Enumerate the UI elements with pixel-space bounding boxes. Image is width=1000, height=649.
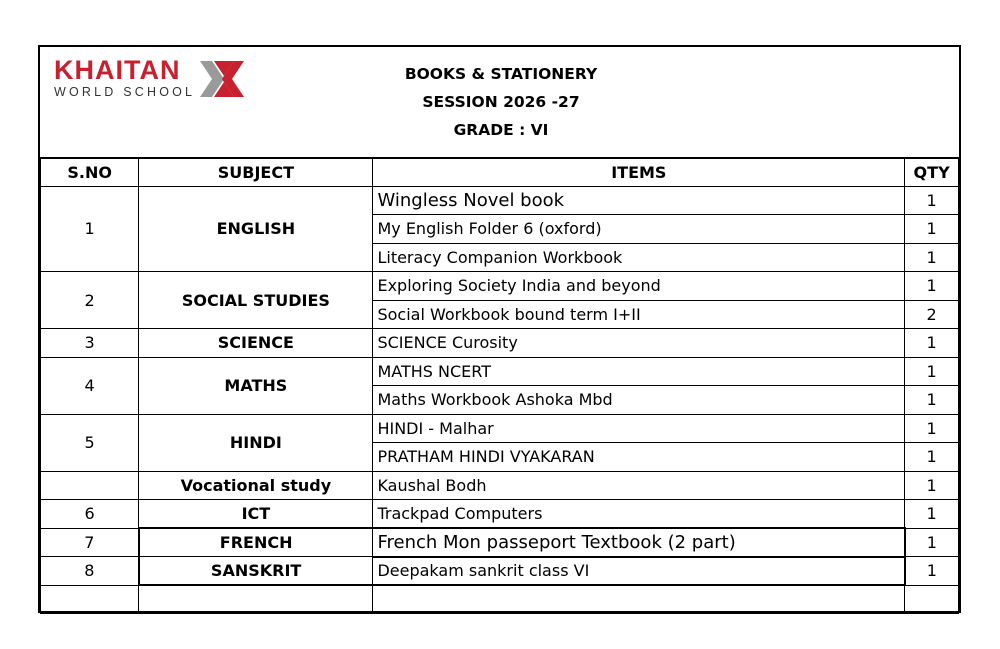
- table-row: [41, 500, 959, 529]
- sno-cell: 3: [41, 329, 139, 358]
- empty-cell: [373, 585, 905, 614]
- qty-cell: 1: [905, 357, 959, 386]
- table-row: [41, 414, 959, 443]
- sno-cell: 7: [41, 528, 139, 557]
- table-row: [41, 272, 959, 301]
- empty-row: [41, 585, 959, 614]
- qty-cell: 1: [905, 528, 959, 557]
- item-cell: Kaushal Bodh: [373, 471, 905, 500]
- qty-cell: 1: [905, 500, 959, 529]
- qty-cell: 1: [905, 414, 959, 443]
- qty-cell: 2: [905, 300, 959, 329]
- table-row: [41, 329, 959, 358]
- grade-label: GRADE : VI: [453, 121, 549, 139]
- item-cell: Literacy Companion Workbook: [373, 243, 905, 272]
- document-title: BOOKS & STATIONERY: [404, 65, 598, 83]
- item-cell: My English Folder 6 (oxford): [373, 215, 905, 244]
- sno-cell: 2: [41, 272, 139, 329]
- item-cell: HINDI - Malhar: [373, 414, 905, 443]
- qty-cell: 1: [905, 329, 959, 358]
- sno-cell: 5: [41, 414, 139, 471]
- subject-cell: Vocational study: [139, 471, 373, 500]
- subject-cell: MATHS: [139, 357, 373, 414]
- sno-cell: 1: [41, 186, 139, 272]
- qty-cell: 1: [905, 243, 959, 272]
- item-cell: Deepakam sankrit class VI: [373, 557, 905, 586]
- logo-subtitle: WORLD SCHOOL: [54, 85, 196, 99]
- qty-cell: 1: [905, 471, 959, 500]
- table-row: [41, 357, 959, 386]
- qty-cell: 1: [905, 557, 959, 586]
- subject-cell: FRENCH: [139, 528, 373, 557]
- item-cell: Social Workbook bound term I+II: [373, 300, 905, 329]
- sno-cell: 4: [41, 357, 139, 414]
- item-cell: SCIENCE Curosity: [373, 329, 905, 358]
- qty-cell: 1: [905, 443, 959, 472]
- subject-cell: ICT: [139, 500, 373, 529]
- subject-cell: SANSKRIT: [139, 557, 373, 586]
- empty-cell: [139, 585, 373, 614]
- item-cell: French Mon passeport Textbook (2 part): [373, 528, 905, 557]
- qty-cell: 1: [905, 386, 959, 415]
- table-row: [41, 186, 959, 215]
- qty-cell: 1: [905, 272, 959, 301]
- item-cell: Trackpad Computers: [373, 500, 905, 529]
- booklist-sheet: [38, 45, 961, 613]
- item-cell: Wingless Novel book: [373, 186, 905, 215]
- empty-cell: [905, 585, 959, 614]
- table-header-row: [41, 158, 959, 186]
- sno-cell: 8: [41, 557, 139, 586]
- table-row: [41, 471, 959, 500]
- table-row: [41, 528, 959, 557]
- sno-cell: [41, 471, 139, 500]
- session-label: SESSION 2026 -27: [422, 93, 580, 111]
- table-row: [41, 557, 959, 586]
- books-table: [40, 157, 959, 614]
- qty-cell: 1: [905, 215, 959, 244]
- item-cell: Exploring Society India and beyond: [373, 272, 905, 301]
- column-header-subject: SUBJECT: [139, 158, 373, 186]
- item-cell: MATHS NCERT: [373, 357, 905, 386]
- sheet-header: [40, 47, 959, 158]
- empty-cell: [41, 585, 139, 614]
- subject-cell: SOCIAL STUDIES: [139, 272, 373, 329]
- subject-cell: SCIENCE: [139, 329, 373, 358]
- column-header-sno: S.NO: [41, 158, 139, 186]
- subject-cell: HINDI: [139, 414, 373, 471]
- qty-cell: 1: [905, 186, 959, 215]
- column-header-qty: QTY: [905, 158, 959, 186]
- sno-cell: 6: [41, 500, 139, 529]
- logo-brand: KHAITAN: [54, 55, 181, 85]
- subject-cell: ENGLISH: [139, 186, 373, 272]
- column-header-items: ITEMS: [373, 158, 905, 186]
- item-cell: PRATHAM HINDI VYAKARAN: [373, 443, 905, 472]
- item-cell: Maths Workbook Ashoka Mbd: [373, 386, 905, 415]
